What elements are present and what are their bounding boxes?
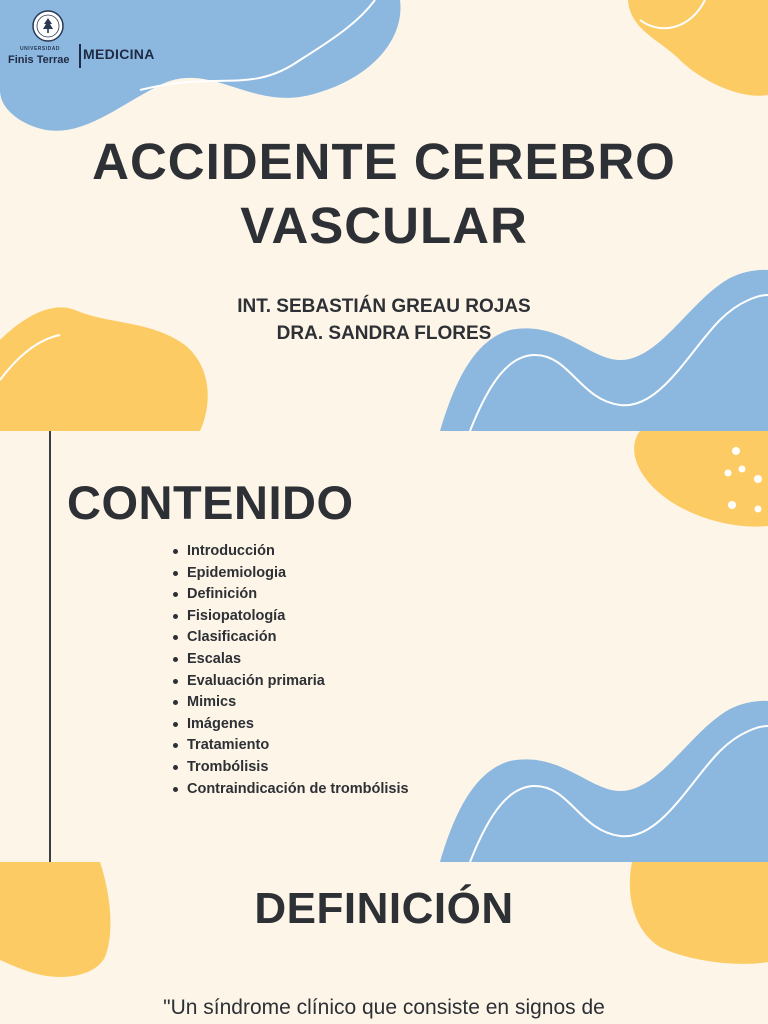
title-slide: [0, 0, 768, 431]
university-caption: UNIVERSIDAD: [20, 46, 60, 52]
list-item: Trombólisis: [171, 757, 409, 779]
logo-divider: [79, 44, 81, 68]
list-item: Epidemiologia: [171, 563, 409, 585]
faculty-name: MEDICINA: [83, 46, 155, 62]
list-item: Tratamiento: [171, 735, 409, 757]
contents-heading: CONTENIDO: [67, 476, 354, 529]
contents-list: [171, 541, 409, 800]
vertical-divider: [49, 431, 51, 862]
title-line-2: VASCULAR: [240, 197, 528, 254]
list-item: Fisiopatología: [171, 606, 409, 628]
definition-slide: [0, 862, 768, 1024]
list-item: Imágenes: [171, 714, 409, 736]
presentation-title: [0, 130, 768, 258]
list-item: Introducción: [171, 541, 409, 563]
list-item: Escalas: [171, 649, 409, 671]
definition-quote: "Un síndrome clínico que consiste en signos de: [163, 996, 605, 1019]
university-logo: [10, 10, 170, 70]
list-item: Definición: [171, 584, 409, 606]
author-1: INT. SEBASTIÁN GREAU ROJAS: [237, 296, 531, 317]
list-item: Contraindicación de trombólisis: [171, 779, 409, 801]
list-item: Evaluación primaria: [171, 671, 409, 693]
list-item: Clasificación: [171, 627, 409, 649]
list-item: Mimics: [171, 692, 409, 714]
university-seal-icon: [32, 10, 64, 42]
authors: [0, 293, 768, 347]
definition-heading: DEFINICIÓN: [254, 884, 514, 933]
author-2: DRA. SANDRA FLORES: [276, 323, 492, 344]
university-name: Finis Terrae: [8, 54, 70, 66]
title-line-1: ACCIDENTE CEREBRO: [92, 133, 676, 190]
contents-slide: [0, 431, 768, 862]
